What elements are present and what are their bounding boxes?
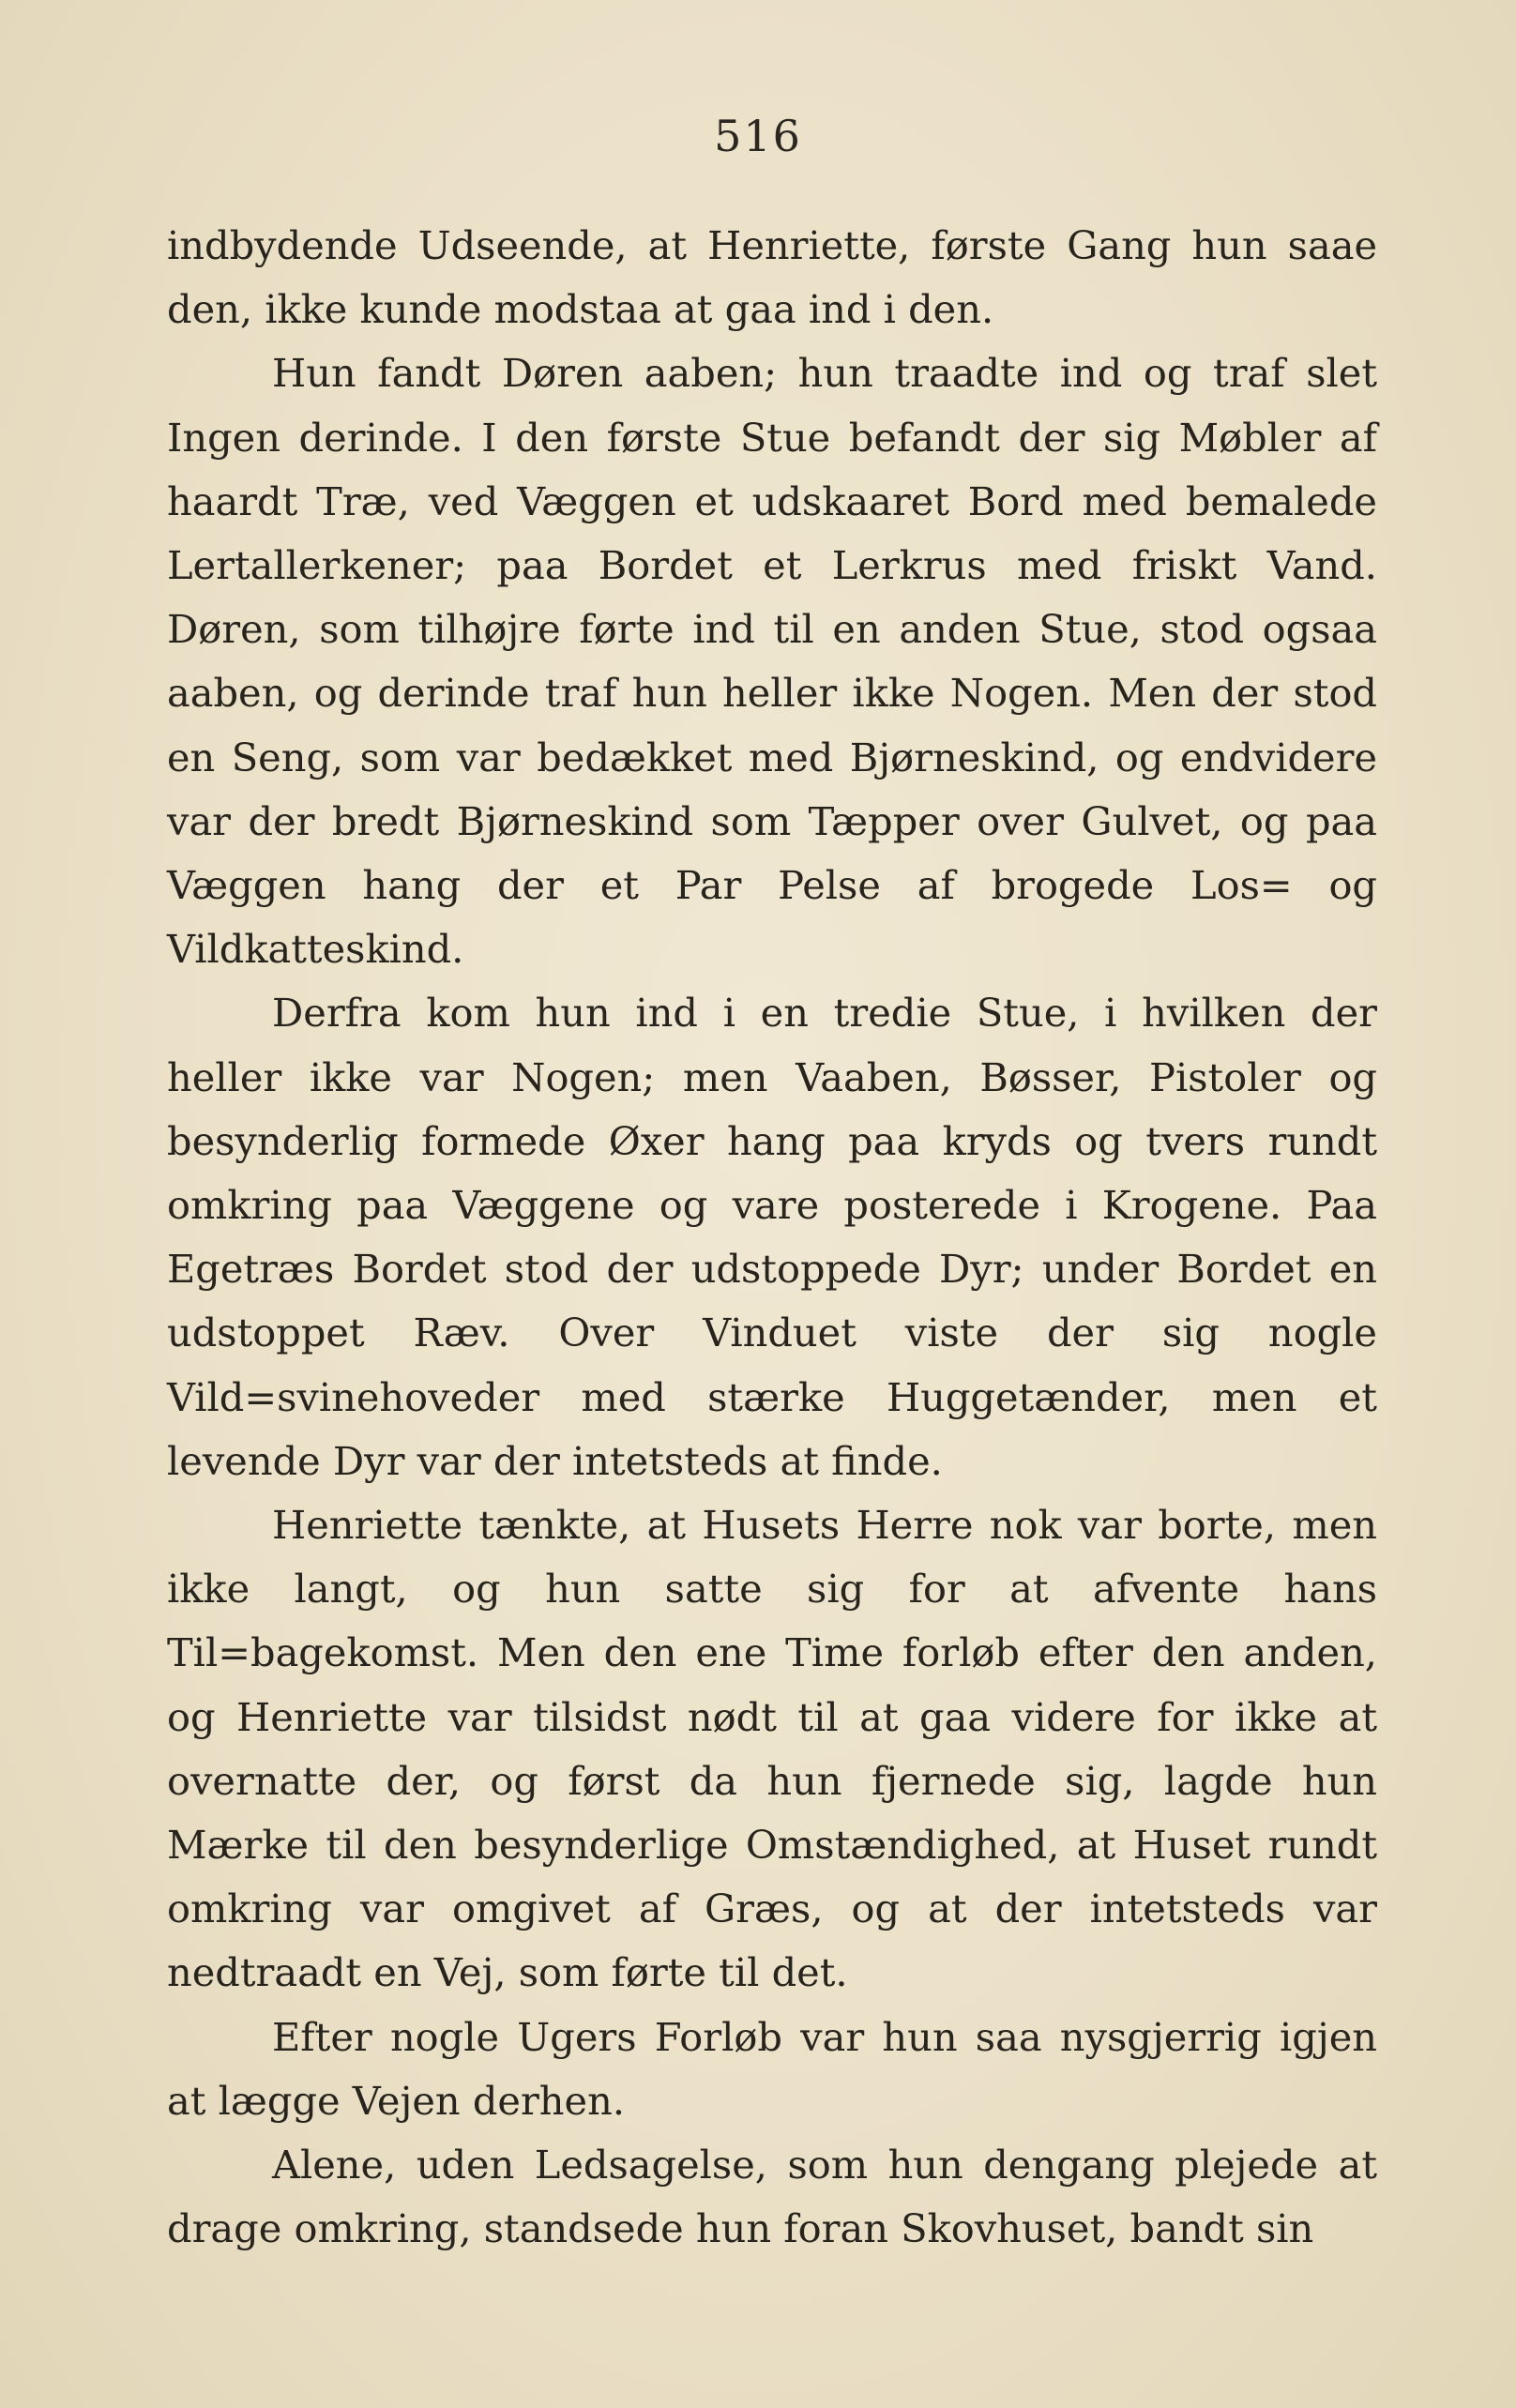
page-number: 516: [714, 111, 802, 161]
paragraph-third-room: Derfra kom hun ind i en tredie Stue, i hvilken der heller ikke var Nogen; men Vaaben, Bøsser, Pistoler og besynderlig formede Øxer hang paa kryds og tvers rundt omkring paa Væggene og vare posterede i Krogene. Paa Egetræs Bordet stod der udstoppede Dyr; under Bordet en udstoppet Ræv. Over Vinduet viste der sig nogle Vild=svinehoveder med stærke Huggetænder, men et levende Dyr var der intetsteds at finde.: [167, 990, 1377, 1484]
paragraph-continuation: indbydende Udseende, at Henriette, første Gang hun saae den, ikke kunde modstaa at gaa ind i den.: [167, 222, 1377, 333]
body-text: [167, 214, 1377, 2262]
paragraph-door-open: Hun fandt Døren aaben; hun traadte ind og traf slet Ingen derinde. I den første Stue befandt der sig Møbler af haardt Træ, ved Væggen et udskaaret Bord med bemalede Lertallerkener; paa Bordet et Lerkrus med friskt Vand. Døren, som tilhøjre førte ind til en anden Stue, stod ogsaa aaben, og derinde traf hun heller ikke Nogen. Men der stod en Seng, som var bedækket med Bjørneskind, og endvidere var der bredt Bjørneskind som Tæpper over Gulvet, og paa Væggen hang der et Par Pelse af brogede Los= og Vildkatteskind.: [167, 350, 1377, 973]
paragraph-return: Efter nogle Ugers Forløb var hun saa nysgjerrig igjen at lægge Vejen derhen.: [167, 2013, 1377, 2124]
paragraph-waiting: Henriette tænkte, at Husets Herre nok var borte, men ikke langt, og hun satte sig for at afvente hans Til=bagekomst. Men den ene Time forløb efter den anden, og Henriette var tilsidst nødt til at gaa videre for ikke at overnatte der, og først da hun fjernede sig, lagde hun Mærke til den besynderlige Omstændighed, at Huset rundt omkring var omgivet af Græs, og at der intetsteds var nedtraadt en Vej, som førte til det.: [167, 1502, 1377, 1996]
paragraph-alone: Alene, uden Ledsagelse, som hun dengang plejede at drage omkring, standsede hun foran Skovhuset, bandt sin: [167, 2142, 1377, 2252]
